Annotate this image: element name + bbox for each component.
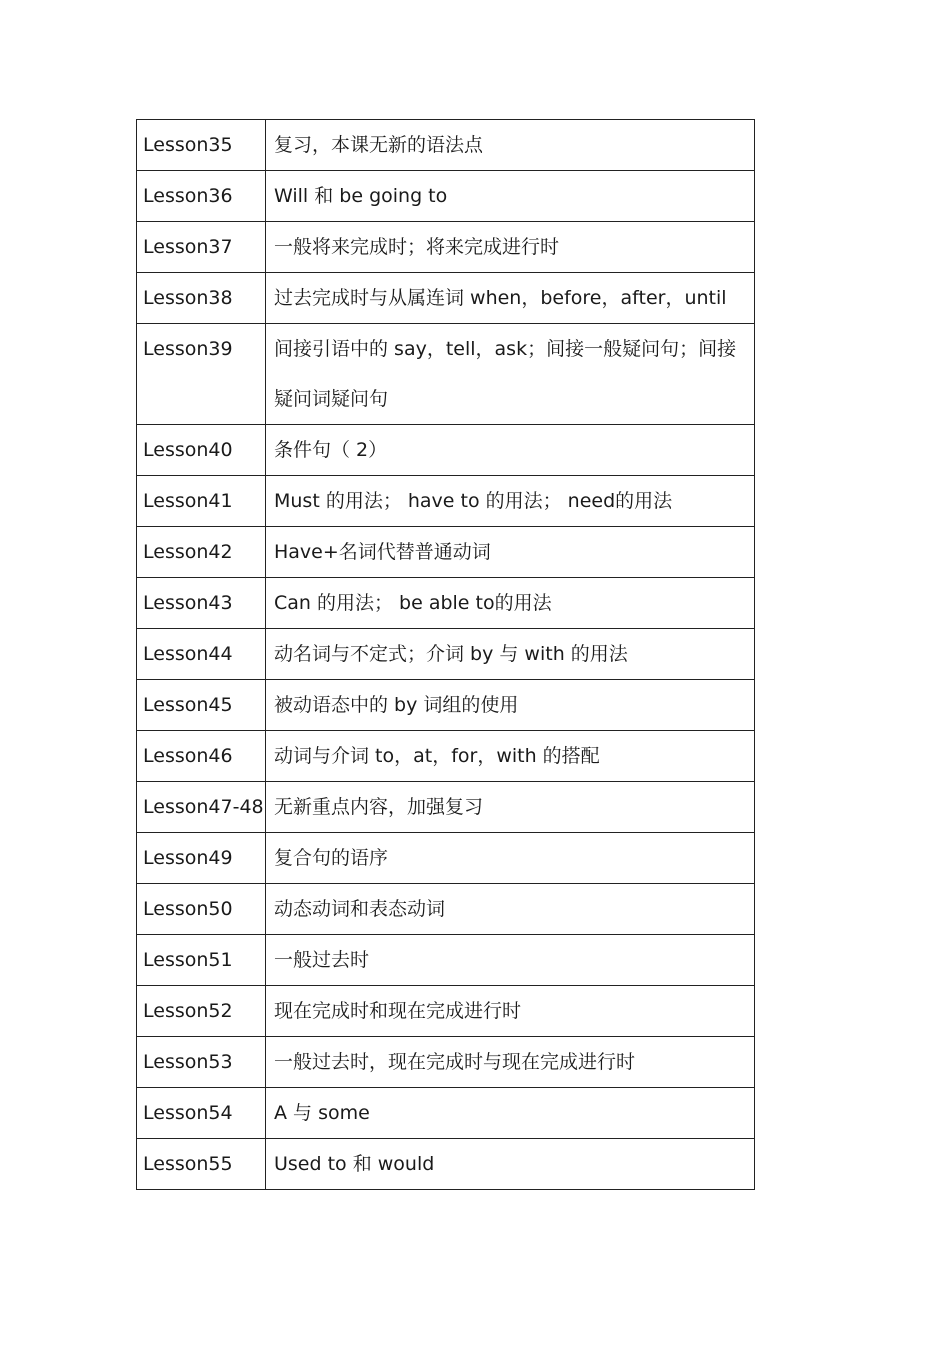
lesson-label: Lesson45 xyxy=(143,694,233,716)
lesson-label: Lesson50 xyxy=(143,898,233,920)
lesson-cell xyxy=(137,476,266,527)
grammar-topic: Must 的用法； have to 的用法； need的用法 xyxy=(274,490,673,512)
lesson-label: Lesson53 xyxy=(143,1051,233,1073)
topic-cell xyxy=(266,222,755,273)
table-row xyxy=(137,1088,755,1139)
topic-cell xyxy=(266,629,755,680)
lesson-label: Lesson55 xyxy=(143,1153,233,1175)
table-row xyxy=(137,833,755,884)
lesson-label: Lesson46 xyxy=(143,745,233,767)
grammar-topic: 一般过去时，现在完成时与现在完成进行时 xyxy=(274,1051,636,1073)
table-row xyxy=(137,629,755,680)
table-row xyxy=(137,884,755,935)
lesson-cell xyxy=(137,986,266,1037)
table-body xyxy=(137,120,755,1190)
lesson-label: Lesson49 xyxy=(143,847,233,869)
lesson-cell xyxy=(137,629,266,680)
lesson-label: Lesson40 xyxy=(143,439,233,461)
lesson-cell xyxy=(137,833,266,884)
table-row xyxy=(137,171,755,222)
grammar-topic: Used to 和 would xyxy=(274,1153,435,1175)
lesson-cell xyxy=(137,884,266,935)
lesson-cell xyxy=(137,1088,266,1139)
topic-cell xyxy=(266,527,755,578)
grammar-topic: 无新重点内容，加强复习 xyxy=(274,796,484,818)
topic-cell xyxy=(266,171,755,222)
lesson-cell xyxy=(137,120,266,171)
lesson-cell xyxy=(137,935,266,986)
topic-cell xyxy=(266,1139,755,1190)
table-row xyxy=(137,680,755,731)
grammar-topic: A 与 some xyxy=(274,1102,370,1124)
table-row xyxy=(137,324,755,425)
grammar-topic: Can 的用法； be able to的用法 xyxy=(274,592,552,614)
topic-cell xyxy=(266,324,755,425)
lesson-cell xyxy=(137,680,266,731)
grammar-topic: 动词与介词 to，at，for，with 的搭配 xyxy=(274,745,600,767)
grammar-topic: 复习，本课无新的语法点 xyxy=(274,134,484,156)
topic-cell xyxy=(266,1088,755,1139)
grammar-topic: 动态动词和表态动词 xyxy=(274,898,446,920)
topic-cell xyxy=(266,476,755,527)
topic-cell xyxy=(266,680,755,731)
lesson-label: Lesson39 xyxy=(143,338,233,360)
lesson-label: Lesson51 xyxy=(143,949,233,971)
topic-cell xyxy=(266,120,755,171)
table-row xyxy=(137,425,755,476)
table-row xyxy=(137,1037,755,1088)
table-row xyxy=(137,120,755,171)
grammar-topic: Will 和 be going to xyxy=(274,185,448,207)
topic-cell xyxy=(266,1037,755,1088)
table-row xyxy=(137,731,755,782)
lesson-cell xyxy=(137,731,266,782)
lesson-grammar-table xyxy=(136,119,755,1190)
lesson-label: Lesson37 xyxy=(143,236,233,258)
grammar-topic: 间接引语中的 say，tell，ask；间接一般疑问句；间接疑问词疑问句 xyxy=(274,338,737,410)
lesson-cell xyxy=(137,171,266,222)
grammar-topic: 一般过去时 xyxy=(274,949,370,971)
lesson-label: Lesson36 xyxy=(143,185,233,207)
lesson-cell xyxy=(137,324,266,425)
topic-cell xyxy=(266,884,755,935)
lesson-label: Lesson47-48 xyxy=(143,796,264,818)
lesson-label: Lesson44 xyxy=(143,643,233,665)
lesson-label: Lesson41 xyxy=(143,490,233,512)
grammar-topic: 被动语态中的 by 词组的使用 xyxy=(274,694,519,716)
grammar-topic: 条件句（ 2） xyxy=(274,439,388,461)
lesson-cell xyxy=(137,782,266,833)
topic-cell xyxy=(266,425,755,476)
topic-cell xyxy=(266,782,755,833)
grammar-topic: 动名词与不定式；介词 by 与 with 的用法 xyxy=(274,643,628,665)
lesson-label: Lesson42 xyxy=(143,541,233,563)
lesson-cell xyxy=(137,1037,266,1088)
lesson-cell xyxy=(137,273,266,324)
topic-cell xyxy=(266,273,755,324)
grammar-topic: 复合句的语序 xyxy=(274,847,389,869)
grammar-topic: 现在完成时和现在完成进行时 xyxy=(274,1000,522,1022)
topic-cell xyxy=(266,578,755,629)
table-row xyxy=(137,476,755,527)
table-row xyxy=(137,782,755,833)
lesson-cell xyxy=(137,425,266,476)
table-row xyxy=(137,222,755,273)
lesson-label: Lesson52 xyxy=(143,1000,233,1022)
table-row xyxy=(137,578,755,629)
lesson-cell xyxy=(137,578,266,629)
table-row xyxy=(137,986,755,1037)
grammar-topic: Have+名词代替普通动词 xyxy=(274,541,491,563)
table-row xyxy=(137,935,755,986)
lesson-label: Lesson43 xyxy=(143,592,233,614)
topic-cell xyxy=(266,986,755,1037)
lesson-label: Lesson38 xyxy=(143,287,233,309)
table-row xyxy=(137,527,755,578)
topic-cell xyxy=(266,833,755,884)
grammar-topic: 一般将来完成时；将来完成进行时 xyxy=(274,236,560,258)
lesson-cell xyxy=(137,222,266,273)
topic-cell xyxy=(266,731,755,782)
table-row xyxy=(137,273,755,324)
table-row xyxy=(137,1139,755,1190)
grammar-topic: 过去完成时与从属连词 when，before，after，until xyxy=(274,287,727,309)
lesson-label: Lesson35 xyxy=(143,134,233,156)
lesson-cell xyxy=(137,527,266,578)
lesson-cell xyxy=(137,1139,266,1190)
topic-cell xyxy=(266,935,755,986)
lesson-label: Lesson54 xyxy=(143,1102,233,1124)
